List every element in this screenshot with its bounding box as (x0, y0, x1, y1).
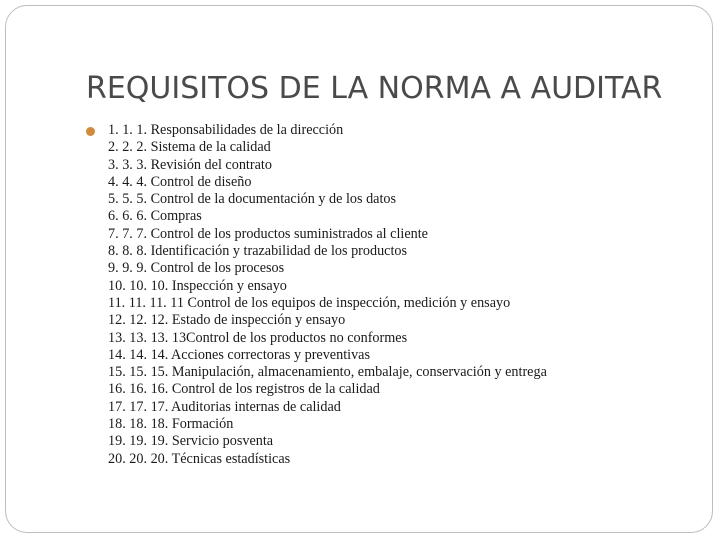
list-item: 19. 19. 19. Servicio posventa (108, 433, 274, 450)
list-item: 16. 16. 16. Control de los registros de la calidad (108, 381, 380, 398)
slide-title: REQUISITOS DE LA NORMA A AUDITAR (86, 71, 663, 106)
list-item: 2. 2. 2. Sistema de la calidad (108, 139, 271, 156)
requirements-list (108, 122, 547, 468)
list-item: 17. 17. 17. Auditorias internas de calidad (108, 398, 341, 415)
list-item: 4. 4. 4. Control de diseño (108, 173, 252, 190)
list-item: 11. 11. 11. 11 Control de los equipos de inspección, medición y ensayo (108, 294, 511, 311)
list-item: 6. 6. 6. Compras (108, 208, 202, 225)
slide-frame (5, 5, 713, 533)
list-item: 12. 12. 12. Estado de inspección y ensayo (108, 312, 346, 329)
list-item: 1. 1. 1. Responsabilidades de la dirección (108, 122, 344, 138)
list-item: 14. 14. 14. Acciones correctoras y preventivas (108, 346, 370, 363)
list-item: 9. 9. 9. Control de los procesos (108, 260, 285, 277)
list-item: 7. 7. 7. Control de los productos suministrados al cliente (108, 225, 428, 242)
list-item: 5. 5. 5. Control de la documentación y de los datos (108, 191, 397, 208)
list-item: 3. 3. 3. Revisión del contrato (108, 156, 272, 173)
list-item: 10. 10. 10. Inspección y ensayo (108, 277, 287, 294)
list-item: 15. 15. 15. Manipulación, almacenamiento, embalaje, conservación y entrega (108, 364, 547, 381)
round-bullet-icon (86, 127, 95, 136)
list-item: 13. 13. 13. 13Control de los productos no conformes (108, 329, 408, 346)
list-item: 18. 18. 18. Formación (108, 416, 234, 433)
list-item: 8. 8. 8. Identificación y trazabilidad de los productos (108, 243, 408, 260)
list-item: 20. 20. 20. Técnicas estadísticas (108, 450, 291, 467)
